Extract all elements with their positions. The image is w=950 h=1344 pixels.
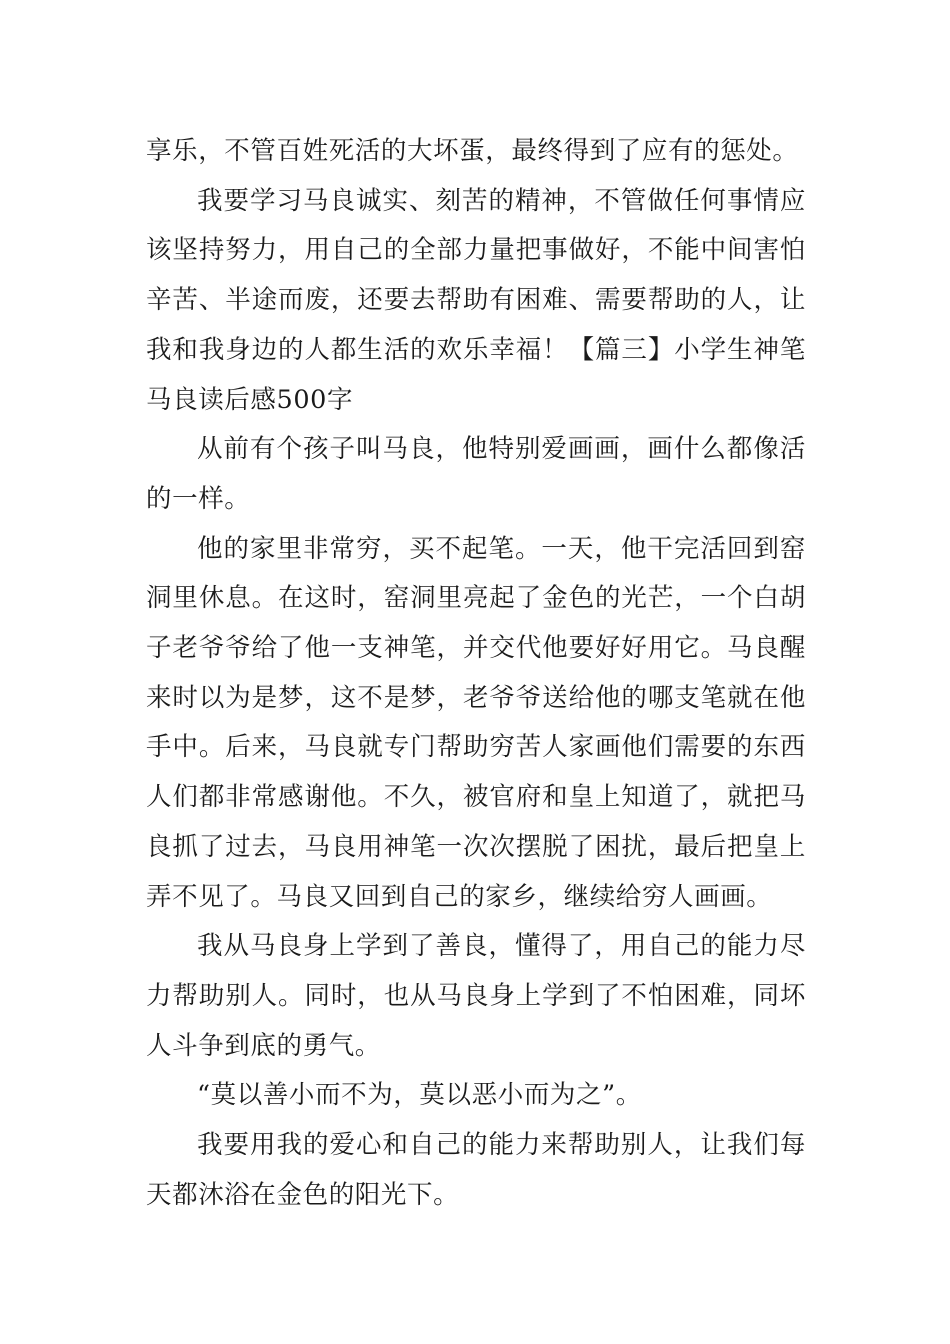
paragraph-2: 我要学习马良诚实、刻苦的精神，不管做任何事情应该坚持努力，用自己的全部力量把事做好，不能中间害怕辛苦、半途而废，还要去帮助有困难、需要帮助的人，让我和我身边的人都生活的欢乐幸福！【篇三】小学生神笔马良读后感500字 xyxy=(146,185,806,415)
paragraph-4: 他的家里非常穷，买不起笔。一天，他干完活回到窑洞里休息。在这时，窑洞里亮起了金色的光芒，一个白胡子老爷爷给了他一支神笔，并交代他要好好用它。马良醒来时以为是梦，这不是梦，老爷爷送给他的哪支笔就在他手中。后来，马良就专门帮助穷苦人家画他们需要的东西人们都非常感谢他。不久，被官府和皇上知道了，就把马良抓了过去，马良用神笔一次次摆脱了困扰，最后把皇上弄不见了。马良又回到自己的家乡，继续给穷人画画。 xyxy=(146,533,806,912)
paragraph-6: “莫以善小而不为，莫以恶小而为之”。 xyxy=(197,1080,642,1111)
document-body xyxy=(146,127,806,1220)
paragraph-5: 我从马良身上学到了善良，懂得了，用自己的能力尽力帮助别人。同时，也从马良身上学到了不怕困难，同坏人斗争到底的勇气。 xyxy=(146,931,806,1061)
paragraph-7: 我要用我的爱心和自己的能力来帮助别人，让我们每天都沐浴在金色的阳光下。 xyxy=(146,1130,806,1210)
paragraph-3: 从前有个孩子叫马良，他特别爱画画，画什么都像活的一样。 xyxy=(146,434,806,514)
paragraph-1: 享乐，不管百姓死活的大坏蛋，最终得到了应有的惩处。 xyxy=(146,136,799,166)
